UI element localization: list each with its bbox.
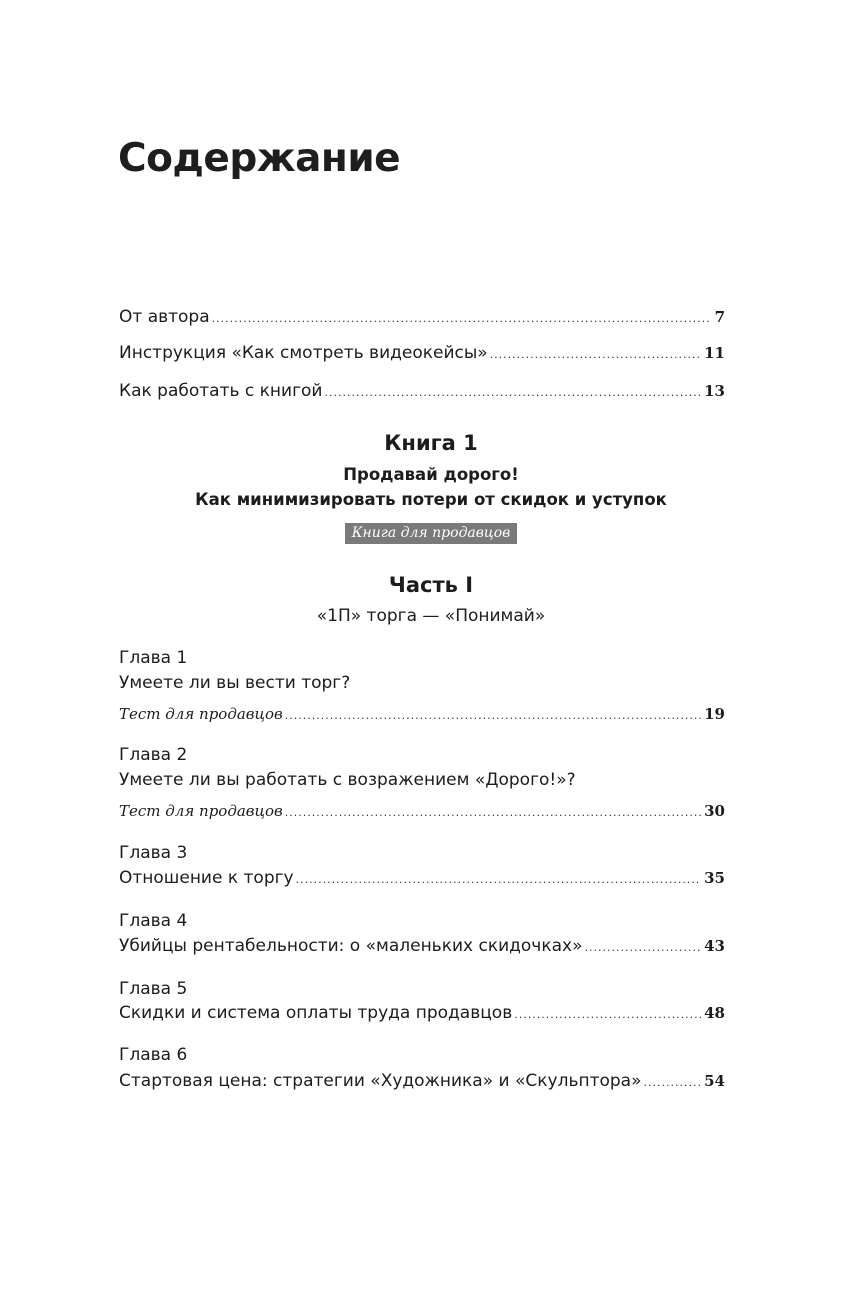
chapter-label: Глава 6 — [119, 1045, 188, 1065]
chapter-title[interactable]: Умеете ли вы работать с возражением «Дорого!»? — [119, 770, 576, 790]
toc-entry-video-instructions[interactable] — [119, 343, 725, 369]
toc-entry-label: Убийцы рентабельности: о «маленьких скидочках» — [119, 936, 583, 956]
chapter-label: Глава 3 — [119, 843, 188, 863]
toc-entry-chapter-1-test[interactable] — [119, 705, 725, 731]
toc-entry-label: Скидки и система оплаты труда продавцов — [119, 1003, 513, 1023]
toc-entry-label: От автора — [119, 307, 210, 327]
toc-entry-chapter-4[interactable] — [119, 936, 725, 962]
part-subtitle: «1П» торга — «Понимай» — [316, 606, 546, 626]
dot-leader — [490, 348, 701, 361]
chapter-label: Глава 2 — [119, 745, 188, 765]
toc-entry-from-author[interactable] — [119, 307, 725, 333]
dot-leader — [212, 312, 712, 325]
audience-badge: Книга для продавцов — [345, 523, 518, 544]
page-title: Содержание — [118, 136, 401, 181]
dot-leader — [514, 1008, 701, 1021]
toc-entry-label: Отношение к торгу — [119, 868, 294, 888]
part-title: Часть I — [388, 573, 474, 597]
toc-page-number: 11 — [704, 344, 725, 362]
toc-entry-label: Тест для продавцов — [119, 705, 283, 723]
dot-leader — [285, 806, 701, 819]
book-title: Книга 1 — [384, 431, 478, 455]
toc-entry-chapter-3[interactable] — [119, 868, 725, 894]
chapter-label: Глава 5 — [119, 979, 188, 999]
toc-page-number: 35 — [704, 869, 725, 887]
dot-leader — [324, 386, 701, 399]
chapter-title[interactable]: Умеете ли вы вести торг? — [119, 673, 351, 693]
dot-leader — [285, 709, 701, 722]
book-subtitle-secondary: Как минимизировать потери от скидок и уступок — [195, 490, 667, 509]
book-subtitle: Продавай дорого! — [343, 465, 519, 484]
toc-page-number: 7 — [714, 308, 725, 326]
toc-entry-label: Как работать с книгой — [119, 381, 323, 401]
badge-wrapper — [0, 522, 862, 544]
toc-page-number: 43 — [704, 937, 725, 955]
toc-entry-label: Стартовая цена: стратегии «Художника» и «Скульптора» — [119, 1071, 642, 1091]
chapter-label: Глава 1 — [119, 648, 188, 668]
toc-page-number: 13 — [704, 382, 725, 400]
toc-entry-how-to-use-book[interactable] — [119, 381, 725, 407]
toc-page-number: 48 — [704, 1004, 725, 1022]
chapter-label: Глава 4 — [119, 911, 188, 931]
toc-entry-chapter-6[interactable] — [119, 1071, 725, 1097]
toc-entry-chapter-2-test[interactable] — [119, 802, 725, 828]
dot-leader — [585, 941, 702, 954]
toc-entry-label: Инструкция «Как смотреть видеокейсы» — [119, 343, 488, 363]
toc-page-number: 30 — [704, 802, 725, 820]
toc-entry-chapter-5[interactable] — [119, 1003, 725, 1029]
toc-page-number: 19 — [704, 705, 725, 723]
dot-leader — [644, 1076, 702, 1089]
toc-entry-label: Тест для продавцов — [119, 802, 283, 820]
dot-leader — [296, 873, 702, 886]
toc-page-number: 54 — [704, 1072, 725, 1090]
